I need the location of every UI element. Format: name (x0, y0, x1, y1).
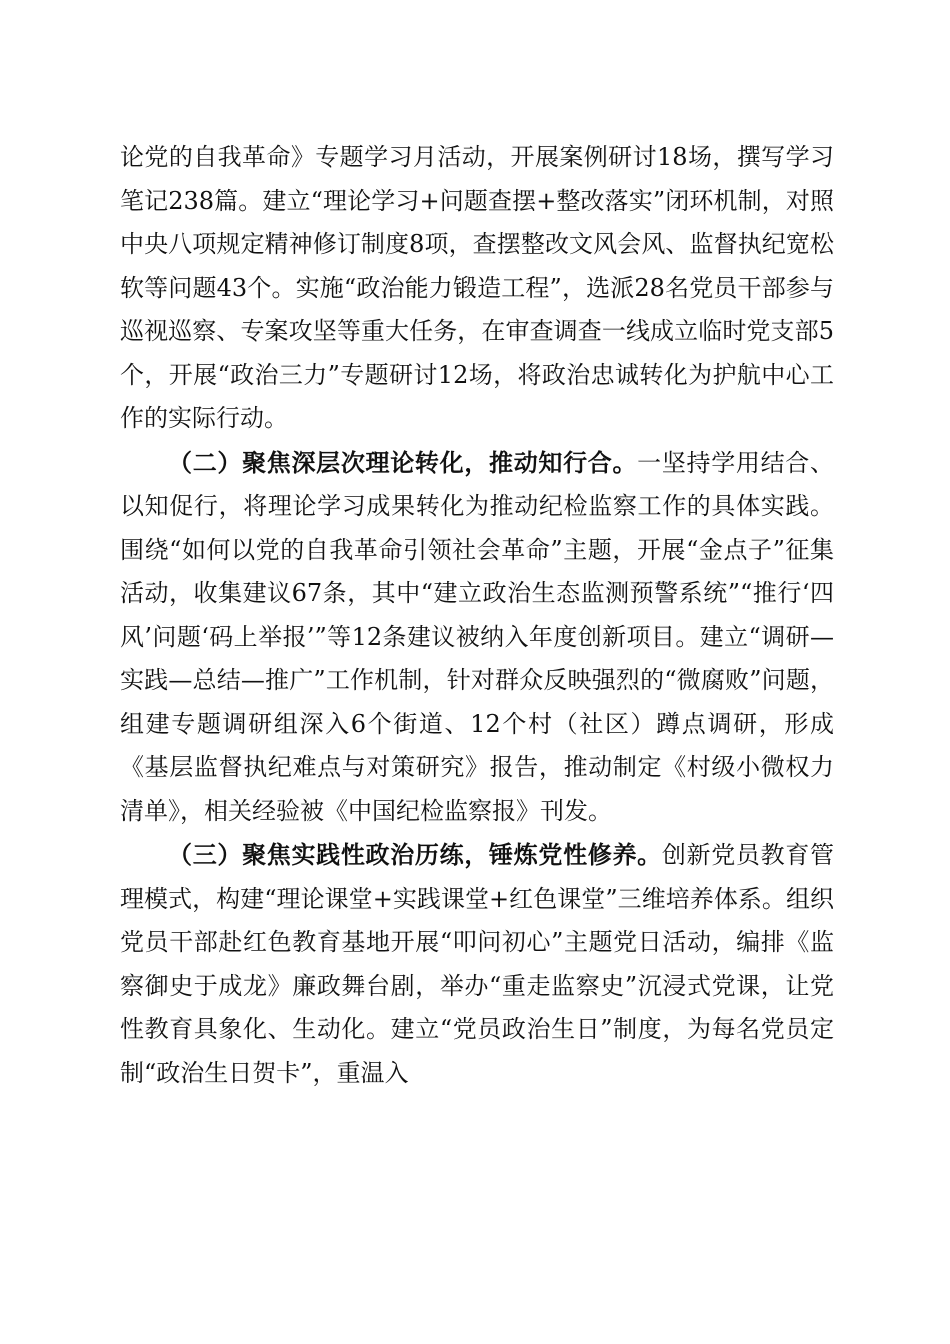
section-heading-3: （三）聚焦实践性政治历练，锤炼党性修养。 (168, 840, 662, 869)
paragraph-2-text: 一坚持学用结合、以知促行，将理论学习成果转化为推动纪检监察工作的具体实践。围绕“如何以党的自我革命引领社会革命”主题，开展“金点子”征集活动，收集建议67条，其中“建立政治生态监测预警系统”“推行‘四风’问题‘码上举报’”等12条建议被纳入年度创新项目。建立“调研—实践—总结—推广”工作机制，针对群众反映强烈的“微腐败”问题，组建专题调研组深入6个街道、12个村（社区）蹲点调研，形成《基层监督执纪难点与对策研究》报告，推动制定《村级小微权力清单》，相关经验被《中国纪检监察报》刊发。 (120, 448, 835, 825)
paragraph-3 (120, 833, 834, 1095)
paragraph-3-text: 创新党员教育管理模式，构建“理论课堂+实践课堂+红色课堂”三维培养体系。组织党员干部赴红色教育基地开展“叩问初心”主题党日活动，编排《监察御史于成龙》廉政舞台剧，举办“重走监察史”沉浸式党课，让党性教育具象化、生动化。建立“党员政治生日”制度，为每名党员定制“政治生日贺卡”，重温入 (120, 841, 835, 1087)
document-body (120, 136, 834, 1095)
paragraph-2 (120, 441, 834, 834)
section-heading-2: （二）聚焦深层次理论转化，推动知行合。 (168, 447, 638, 477)
paragraph-1-text: 论党的自我革命》专题学习月活动，开展案例研讨18场，撰写学习笔记238篇。建立“理论学习+问题查摆+整改落实”闭环机制，对照中央八项规定精神修订制度8项，查摆整改文风会风、监督执纪宽松软等问题43个。实施“政治能力锻造工程”，选派28名党员干部参与巡视巡察、专案攻坚等重大任务，在审查调查一线成立临时党支部5个，开展“政治三力”专题研讨12场，将政治忠诚转化为护航中心工作的实际行动。 (120, 143, 834, 432)
paragraph-1 (120, 136, 834, 441)
